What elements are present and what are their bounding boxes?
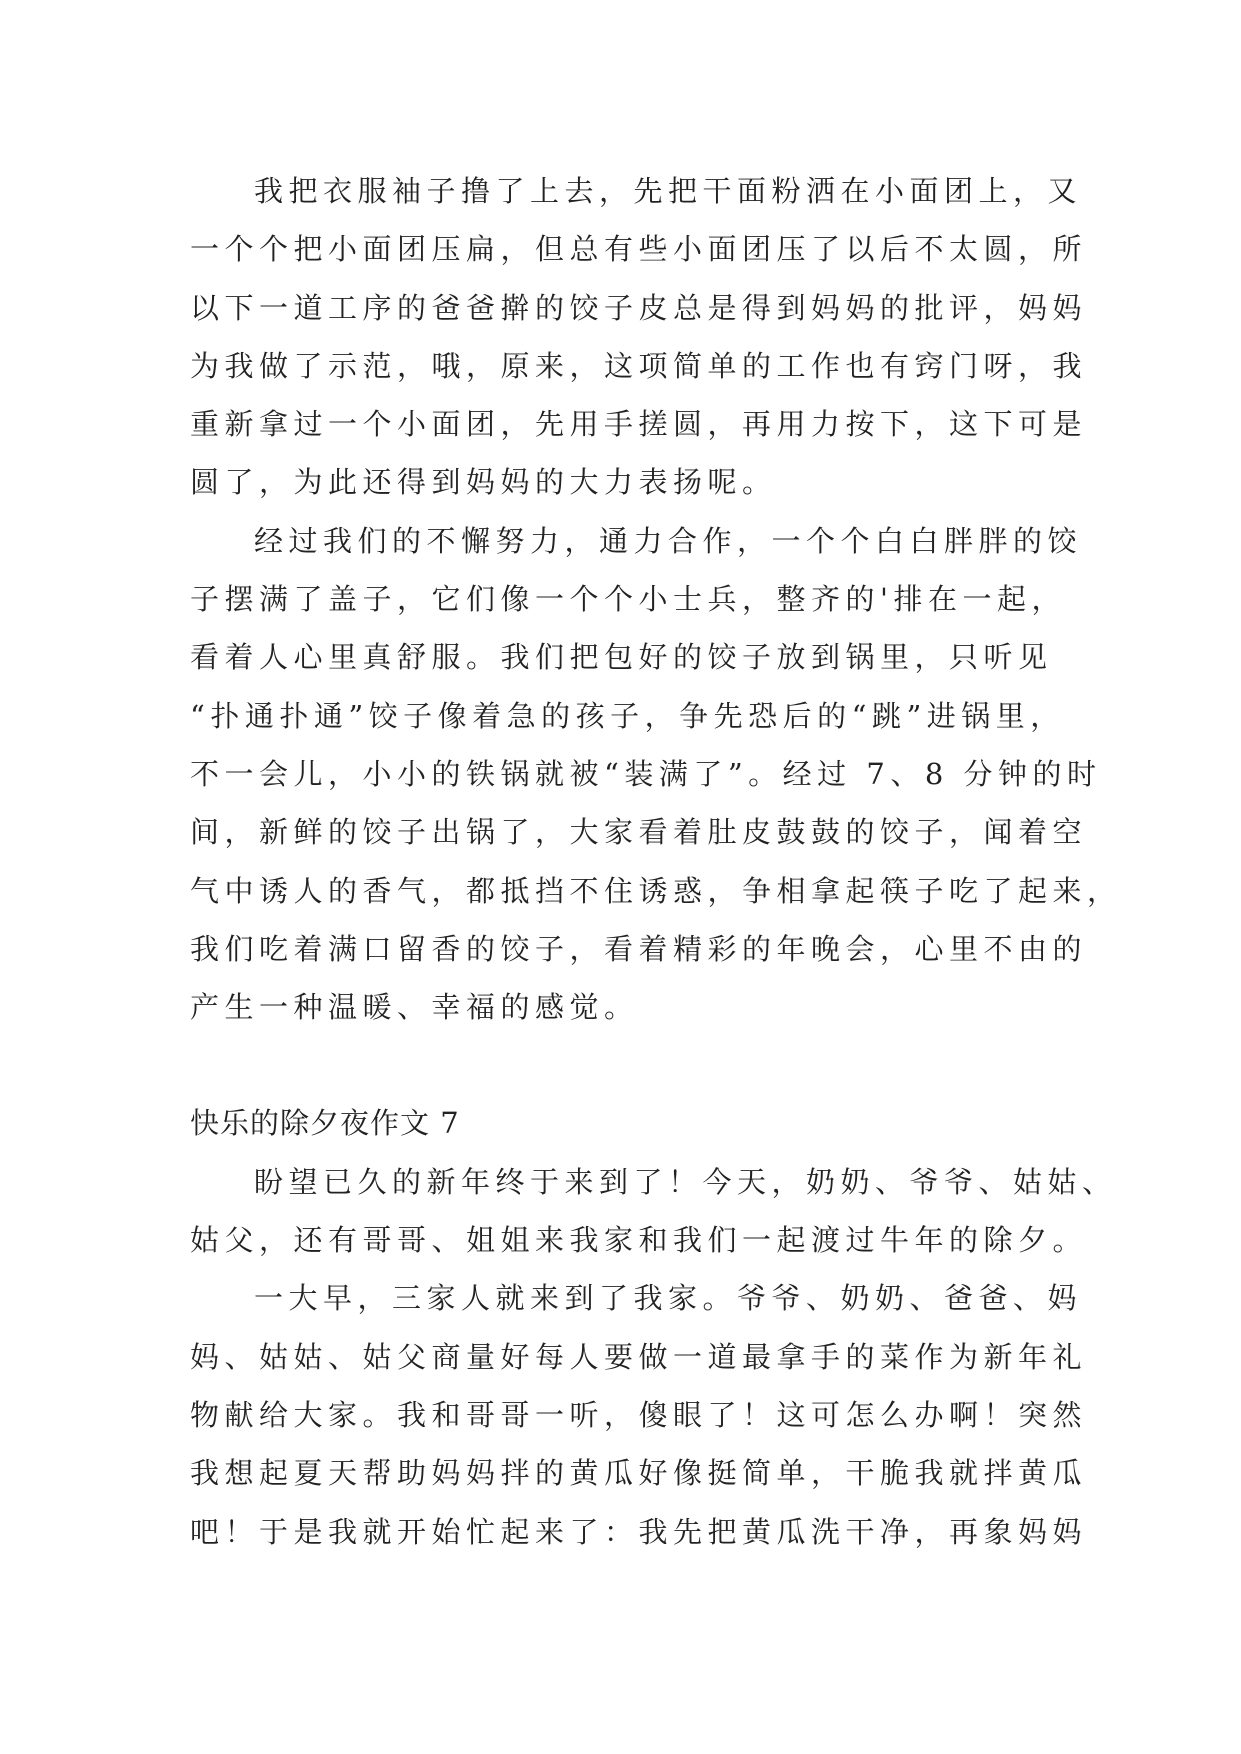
text-line: 为我做了示范，哦，原来，这项简单的工作也有窍门呀，我 <box>190 348 1088 383</box>
text-line: 姑父，还有哥哥、姐姐来我家和我们一起渡过牛年的除夕。 <box>190 1223 1088 1258</box>
text-line: 物献给大家。我和哥哥一听，傻眼了！这可怎么办啊！突然 <box>190 1397 1088 1432</box>
text-line: 产生一种温暖、幸福的感觉。 <box>190 990 639 1025</box>
text-line: 我们吃着满口留香的饺子，看着精彩的年晚会，心里不由的 <box>190 931 1088 966</box>
document-body <box>190 162 1122 1561</box>
text-line: 重新拿过一个小面团，先用手搓圆，再用力按下，这下可是 <box>190 407 1088 442</box>
text-line: “扑通扑通”饺子像着急的孩子，争先恐后的“跳”进锅里， <box>190 698 1065 733</box>
text-line: 一个个把小面团压扁，但总有些小面团压了以后不太圆，所 <box>190 232 1088 267</box>
section-title: 快乐的除夕夜作文 7 <box>190 1106 460 1141</box>
text-line: 子摆满了盖子，它们像一个个小士兵，整齐的'排在一起， <box>190 582 1066 617</box>
text-line: 我把衣服袖子撸了上去，先把干面粉洒在小面团上，又 <box>254 174 1083 208</box>
paragraph <box>190 162 1088 512</box>
paragraph <box>190 1153 1117 1270</box>
text-line: 以下一道工序的爸爸擀的饺子皮总是得到妈妈的批评，妈妈 <box>190 290 1088 325</box>
text-line: 吧！于是我就开始忙起来了：我先把黄瓜洗干净，再象妈妈 <box>190 1514 1088 1549</box>
text-line: 经过我们的不懈努力，通力合作，一个个白白胖胖的饺 <box>254 523 1083 558</box>
text-line: 妈、姑姑、姑父商量好每人要做一道最拿手的菜作为新年礼 <box>190 1339 1088 1374</box>
text-line: 盼望已久的新年终于来到了！今天，奶奶、爷爷、姑姑、 <box>254 1164 1117 1199</box>
text-line: 圆了，为此还得到妈妈的大力表扬呢。 <box>190 465 777 500</box>
text-line: 气中诱人的香气，都抵挡不住诱惑，争相拿起筷子吃了起来， <box>190 873 1122 908</box>
text-line: 不一会儿，小小的铁锅就被“装满了”。经过 7、8 分钟的时 <box>190 756 1102 791</box>
text-line: 间，新鲜的饺子出锅了，大家看着肚皮鼓鼓的饺子，闻着空 <box>190 815 1088 850</box>
section-spacer <box>190 1036 1070 1094</box>
text-line: 看着人心里真舒服。我们把包好的饺子放到锅里，只听见 <box>190 640 1053 675</box>
text-line: 一大早，三家人就来到了我家。爷爷、奶奶、爸爸、妈 <box>254 1281 1083 1316</box>
paragraph <box>190 512 1122 1037</box>
paragraph <box>190 1269 1088 1560</box>
text-line: 我想起夏天帮助妈妈拌的黄瓜好像挺简单，干脆我就拌黄瓜 <box>190 1456 1088 1491</box>
